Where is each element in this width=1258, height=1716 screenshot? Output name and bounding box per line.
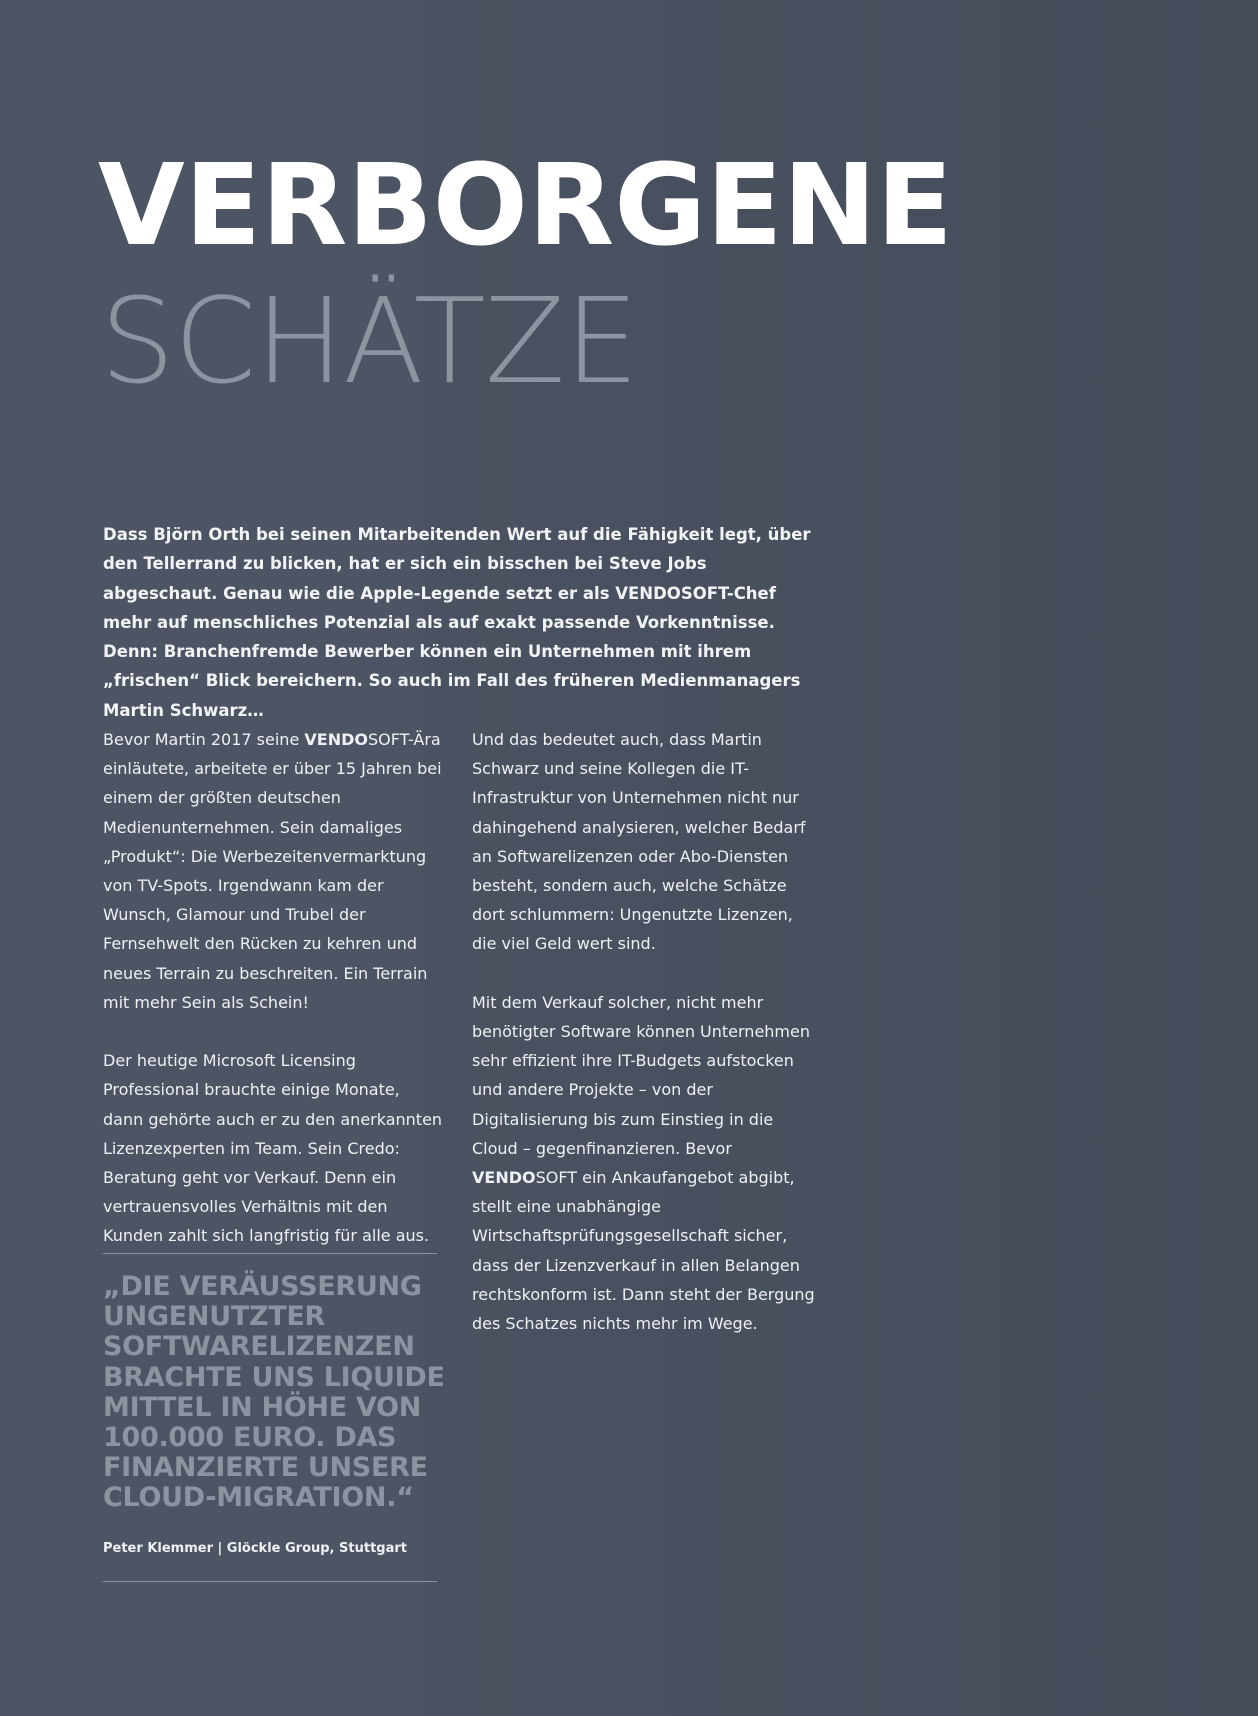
text-run: -Ära einläutete, arbeitete er über 15 Jahren bei einem der größten deutschen Medienunternehmen. Sein damaliges „Produkt“: Die Werbezeitenvermarktung von TV-Spots. Irgendwann kam der Wunsch, Glamour und Trubel der Fernsehwelt den Rücken zu kehren und neues Terrain zu beschreiten. Ein Terrain mit mehr Sein als Schein! xyxy=(103,730,442,1012)
pull-quote: „DIE VERÄUSSERUNG UNGENUTZTER SOFTWARELIZENZEN BRACHTE UNS LIQUIDE MITTEL IN HÖHE VON 100.000 EURO. DAS FINANZIERTE UNSERE CLOUD-MIGRATION.“ xyxy=(103,1271,445,1514)
page-title: VERBORGENE xyxy=(98,141,953,271)
text-run: Mit dem Verkauf solcher, nicht mehr benötigter Software können Unternehmen sehr effizient ihre IT-Budgets aufstocken und andere Projekte – von der Digitalisierung bis zum Einstieg in die Cloud – gegenfinanzieren. Bevor xyxy=(472,992,810,1158)
text-run: Bevor Martin 2017 seine xyxy=(103,730,305,749)
body-paragraph xyxy=(472,988,817,1338)
brand-name-rest: SOFT xyxy=(367,730,408,749)
page-subtitle: SCHÄTZE xyxy=(100,272,639,410)
body-paragraph xyxy=(103,725,443,1017)
brand-name-rest: SOFT xyxy=(535,1168,578,1188)
article-column-left xyxy=(103,725,443,1280)
brand-name-bold: VENDO xyxy=(304,730,368,749)
lead-paragraph: Dass Björn Orth bei seinen Mitarbeitenden Wert auf die Fähigkeit legt, über den Tellerrand zu blicken, hat er sich ein bisschen bei Steve Jobs abgeschaut. Genau wie die Apple-Legende setzt er als VENDOSOFT-Chef mehr auf menschliches Potenzial als auf exakt passende Vorkenntnisse. Denn: Branchenfremde Bewerber können ein Unternehmen mit ihrem „frischen“ Blick bereichern. So auch im Fall des früheren Medienmanagers Martin Schwarz… xyxy=(103,525,811,720)
body-paragraph: Und das bedeutet auch, dass Martin Schwarz und seine Kollegen die IT-Infrastruktur von Unternehmen nicht nur dahingehend analysieren, welcher Bedarf an Softwarelizenzen oder Abo-Diensten besteht, sondern auch, welche Schätze dort schlummern: Ungenutzte Lizenzen, die viel Geld wert sind. xyxy=(472,730,806,954)
article-column-right xyxy=(472,725,817,1367)
quote-divider-top xyxy=(103,1253,437,1254)
text-run: ein Ankaufangebot abgibt, stellt eine unabhängige Wirtschaftsprüfungsgesellschaft sicher, dass der Lizenzverkauf in allen Belangen rechtskonform ist. Dann steht der Bergung des Schatzes nichts mehr im Wege. xyxy=(472,1168,815,1334)
quote-attribution: Peter Klemmer | Glöckle Group, Stuttgart xyxy=(103,1541,407,1556)
quote-divider-bottom xyxy=(103,1581,437,1582)
body-paragraph: Der heutige Microsoft Licensing Professional brauchte einige Monate, dann gehörte auch er zu den anerkannten Lizenzexperten im Team. Sein Credo: Beratung geht vor Verkauf. Denn ein vertrauensvolles Verhältnis mit den Kunden zahlt sich langfristig für alle aus. xyxy=(103,1051,443,1246)
brand-name-bold: VENDO xyxy=(472,1168,536,1188)
